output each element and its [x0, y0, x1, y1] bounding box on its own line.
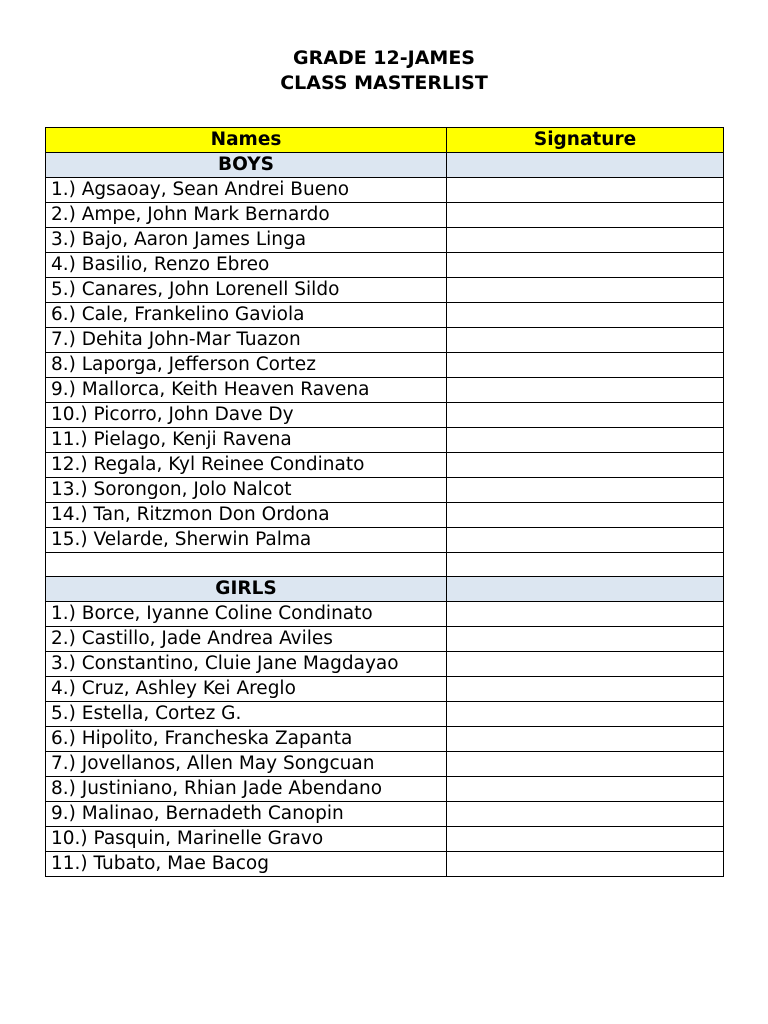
masterlist-table — [45, 127, 724, 877]
signature-cell[interactable] — [447, 752, 724, 777]
student-row — [46, 727, 724, 752]
signature-cell[interactable] — [447, 378, 724, 403]
girls-section-label: GIRLS — [46, 577, 447, 602]
student-row — [46, 602, 724, 627]
student-name: 10.) Pasquin, Marinelle Gravo — [46, 827, 447, 852]
student-row — [46, 428, 724, 453]
signature-cell[interactable] — [447, 353, 724, 378]
signature-cell[interactable] — [447, 727, 724, 752]
document-title: GRADE 12-JAMES — [293, 47, 475, 69]
student-name: 1.) Borce, Iyanne Coline Condinato — [46, 602, 447, 627]
student-row — [46, 253, 724, 278]
student-row — [46, 203, 724, 228]
student-row — [46, 777, 724, 802]
student-row — [46, 178, 724, 203]
student-name: 4.) Cruz, Ashley Kei Areglo — [46, 677, 447, 702]
student-row — [46, 378, 724, 403]
student-row — [46, 652, 724, 677]
student-name: 13.) Sorongon, Jolo Nalcot — [46, 478, 447, 503]
student-row — [46, 852, 724, 877]
blank-row — [46, 553, 724, 577]
signature-cell[interactable] — [447, 852, 724, 877]
signature-cell[interactable] — [447, 228, 724, 253]
student-name: 15.) Velarde, Sherwin Palma — [46, 528, 447, 553]
student-name: 4.) Basilio, Renzo Ebreo — [46, 253, 447, 278]
signature-cell[interactable] — [447, 503, 724, 528]
signature-cell[interactable] — [447, 303, 724, 328]
signature-cell[interactable] — [447, 528, 724, 553]
section-signature-cell — [447, 577, 724, 602]
student-row — [46, 677, 724, 702]
student-name: 9.) Malinao, Bernadeth Canopin — [46, 802, 447, 827]
signature-cell[interactable] — [447, 478, 724, 503]
signature-cell[interactable] — [447, 428, 724, 453]
student-name: 5.) Estella, Cortez G. — [46, 702, 447, 727]
student-row — [46, 453, 724, 478]
signature-cell[interactable] — [447, 403, 724, 428]
section-signature-cell — [447, 153, 724, 178]
signature-cell[interactable] — [447, 328, 724, 353]
student-name: 1.) Agsaoay, Sean Andrei Bueno — [46, 178, 447, 203]
student-name: 6.) Cale, Frankelino Gaviola — [46, 303, 447, 328]
student-row — [46, 528, 724, 553]
student-name: 3.) Constantino, Cluie Jane Magdayao — [46, 652, 447, 677]
student-name: 9.) Mallorca, Keith Heaven Ravena — [46, 378, 447, 403]
student-row — [46, 503, 724, 528]
student-name: 11.) Pielago, Kenji Ravena — [46, 428, 447, 453]
student-row — [46, 228, 724, 253]
signature-cell[interactable] — [447, 627, 724, 652]
student-name: 14.) Tan, Ritzmon Don Ordona — [46, 503, 447, 528]
student-row — [46, 627, 724, 652]
student-row — [46, 752, 724, 777]
student-name: 6.) Hipolito, Francheska Zapanta — [46, 727, 447, 752]
student-name: 2.) Ampe, John Mark Bernardo — [46, 203, 447, 228]
student-name: 8.) Laporga, Jefferson Cortez — [46, 353, 447, 378]
student-name: 2.) Castillo, Jade Andrea Aviles — [46, 627, 447, 652]
signature-cell[interactable] — [447, 253, 724, 278]
signature-cell[interactable] — [447, 278, 724, 303]
blank-name-cell — [46, 553, 447, 577]
signature-cell[interactable] — [447, 702, 724, 727]
student-row — [46, 353, 724, 378]
student-name: 12.) Regala, Kyl Reinee Condinato — [46, 453, 447, 478]
signature-cell[interactable] — [447, 777, 724, 802]
student-name: 7.) Jovellanos, Allen May Songcuan — [46, 752, 447, 777]
student-name: 11.) Tubato, Mae Bacog — [46, 852, 447, 877]
signature-cell[interactable] — [447, 677, 724, 702]
signature-cell[interactable] — [447, 203, 724, 228]
student-row — [46, 802, 724, 827]
signature-cell[interactable] — [447, 602, 724, 627]
signature-cell[interactable] — [447, 652, 724, 677]
signature-cell[interactable] — [447, 827, 724, 852]
girls-section-row — [46, 577, 724, 602]
signature-cell[interactable] — [447, 453, 724, 478]
student-row — [46, 702, 724, 727]
student-row — [46, 278, 724, 303]
student-row — [46, 478, 724, 503]
names-column-header: Names — [46, 128, 447, 153]
student-name: 8.) Justiniano, Rhian Jade Abendano — [46, 777, 447, 802]
student-row — [46, 827, 724, 852]
student-row — [46, 403, 724, 428]
student-name: 5.) Canares, John Lorenell Sildo — [46, 278, 447, 303]
student-row — [46, 328, 724, 353]
boys-section-row — [46, 153, 724, 178]
student-row — [46, 303, 724, 328]
signature-cell[interactable] — [447, 178, 724, 203]
student-name: 10.) Picorro, John Dave Dy — [46, 403, 447, 428]
signature-cell[interactable] — [447, 802, 724, 827]
blank-signature-cell — [447, 553, 724, 577]
student-name: 3.) Bajo, Aaron James Linga — [46, 228, 447, 253]
signature-column-header: Signature — [447, 128, 724, 153]
student-name: 7.) Dehita John-Mar Tuazon — [46, 328, 447, 353]
table-header-row — [46, 128, 724, 153]
boys-section-label: BOYS — [46, 153, 447, 178]
document-subtitle: CLASS MASTERLIST — [280, 72, 488, 94]
